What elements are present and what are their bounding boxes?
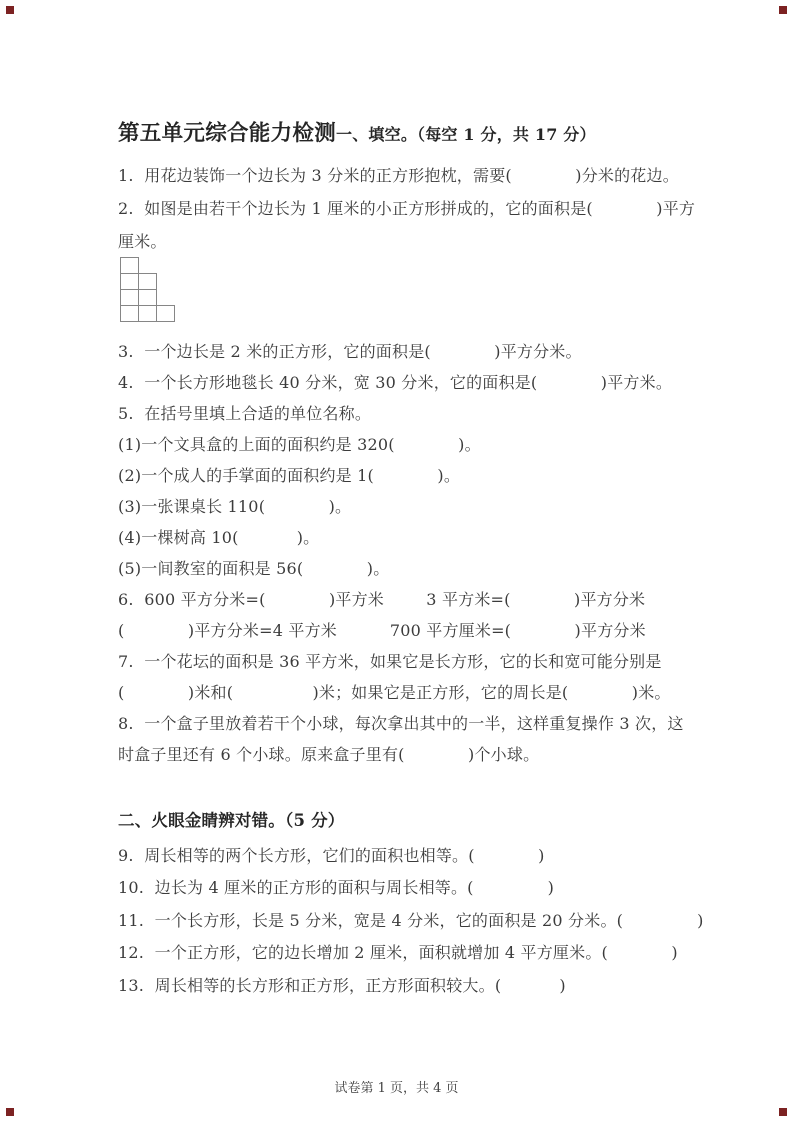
question-line: 8. 一个盒子里放着若干个小球，每次拿出其中的一半，这样重复操作 3 次，这 (118, 714, 684, 733)
grid-cell (120, 273, 139, 290)
grid-cell (156, 305, 175, 322)
question-line: 5. 在括号里填上合适的单位名称。 (118, 404, 372, 423)
corner-mark-top-right (779, 6, 787, 14)
question-line: 10. 边长为 4 厘米的正方形的面积与周长相等。( ) (118, 878, 555, 897)
question-line: (2)一个成人的手掌面的面积约是 1( )。 (118, 466, 461, 485)
grid-cell (138, 305, 157, 322)
corner-mark-bottom-left (6, 1108, 14, 1116)
corner-mark-top-left (6, 6, 14, 14)
question-line: (1)一个文具盒的上面的面积约是 320( )。 (118, 435, 481, 454)
grid-cell (120, 289, 139, 306)
page-footer: 试卷第 1 页，共 4 页 (334, 1081, 459, 1096)
question-line: 3. 一个边长是 2 米的正方形，它的面积是( )平方分米。 (118, 342, 582, 361)
question-line: (4)一棵树高 10( )。 (118, 528, 320, 547)
question-line: 12. 一个正方形，它的边长增加 2 厘米，面积就增加 4 平方厘米。( ) (118, 943, 678, 962)
question-line: 9. 周长相等的两个长方形，它们的面积也相等。( ) (118, 846, 545, 865)
grid-cell (120, 305, 139, 322)
question-line: ( )平方分米=4 平方米 700 平方厘米=( )平方分米 (118, 621, 646, 640)
page-title-row (118, 116, 596, 147)
question-line: 7. 一个花坛的面积是 36 平方米，如果它是长方形，它的长和宽可能分别是 (118, 652, 662, 671)
corner-mark-bottom-right (779, 1108, 787, 1116)
unit-test-title: 第五单元综合能力检测 (118, 121, 337, 146)
question-line: 11. 一个长方形，长是 5 分米，宽是 4 分米，它的面积是 20 分米。( ) (118, 911, 704, 930)
question-line: ( )米和( )米；如果它是正方形，它的周长是( )米。 (118, 683, 671, 702)
question-line: 4. 一个长方形地毯长 40 分米，宽 30 分米，它的面积是( )平方米。 (118, 373, 673, 392)
question-line: 2. 如图是由若干个边长为 1 厘米的小正方形拼成的，它的面积是( )平方 (118, 199, 696, 218)
section-one-heading: 一、填空。（每空 1 分，共 17 分） (336, 125, 596, 144)
question-line: 时盒子里还有 6 个小球。原来盒子里有( )个小球。 (118, 745, 540, 764)
grid-cell (138, 289, 157, 306)
question-line: 1. 用花边装饰一个边长为 3 分米的正方形抱枕，需要( )分米的花边。 (118, 166, 679, 185)
question-line: (3)一张课桌长 110( )。 (118, 497, 352, 516)
question-line: 6. 600 平方分米=( )平方米 3 平方米=( )平方分米 (118, 590, 646, 609)
question-line: 厘米。 (118, 232, 167, 251)
question-line: 13. 周长相等的长方形和正方形，正方形面积较大。( ) (118, 976, 566, 995)
grid-cell (138, 273, 157, 290)
grid-cell (120, 257, 139, 274)
question-line: (5)一间教室的面积是 56( )。 (118, 559, 390, 578)
section-heading: 二、火眼金睛辨对错。（5 分） (118, 811, 345, 830)
